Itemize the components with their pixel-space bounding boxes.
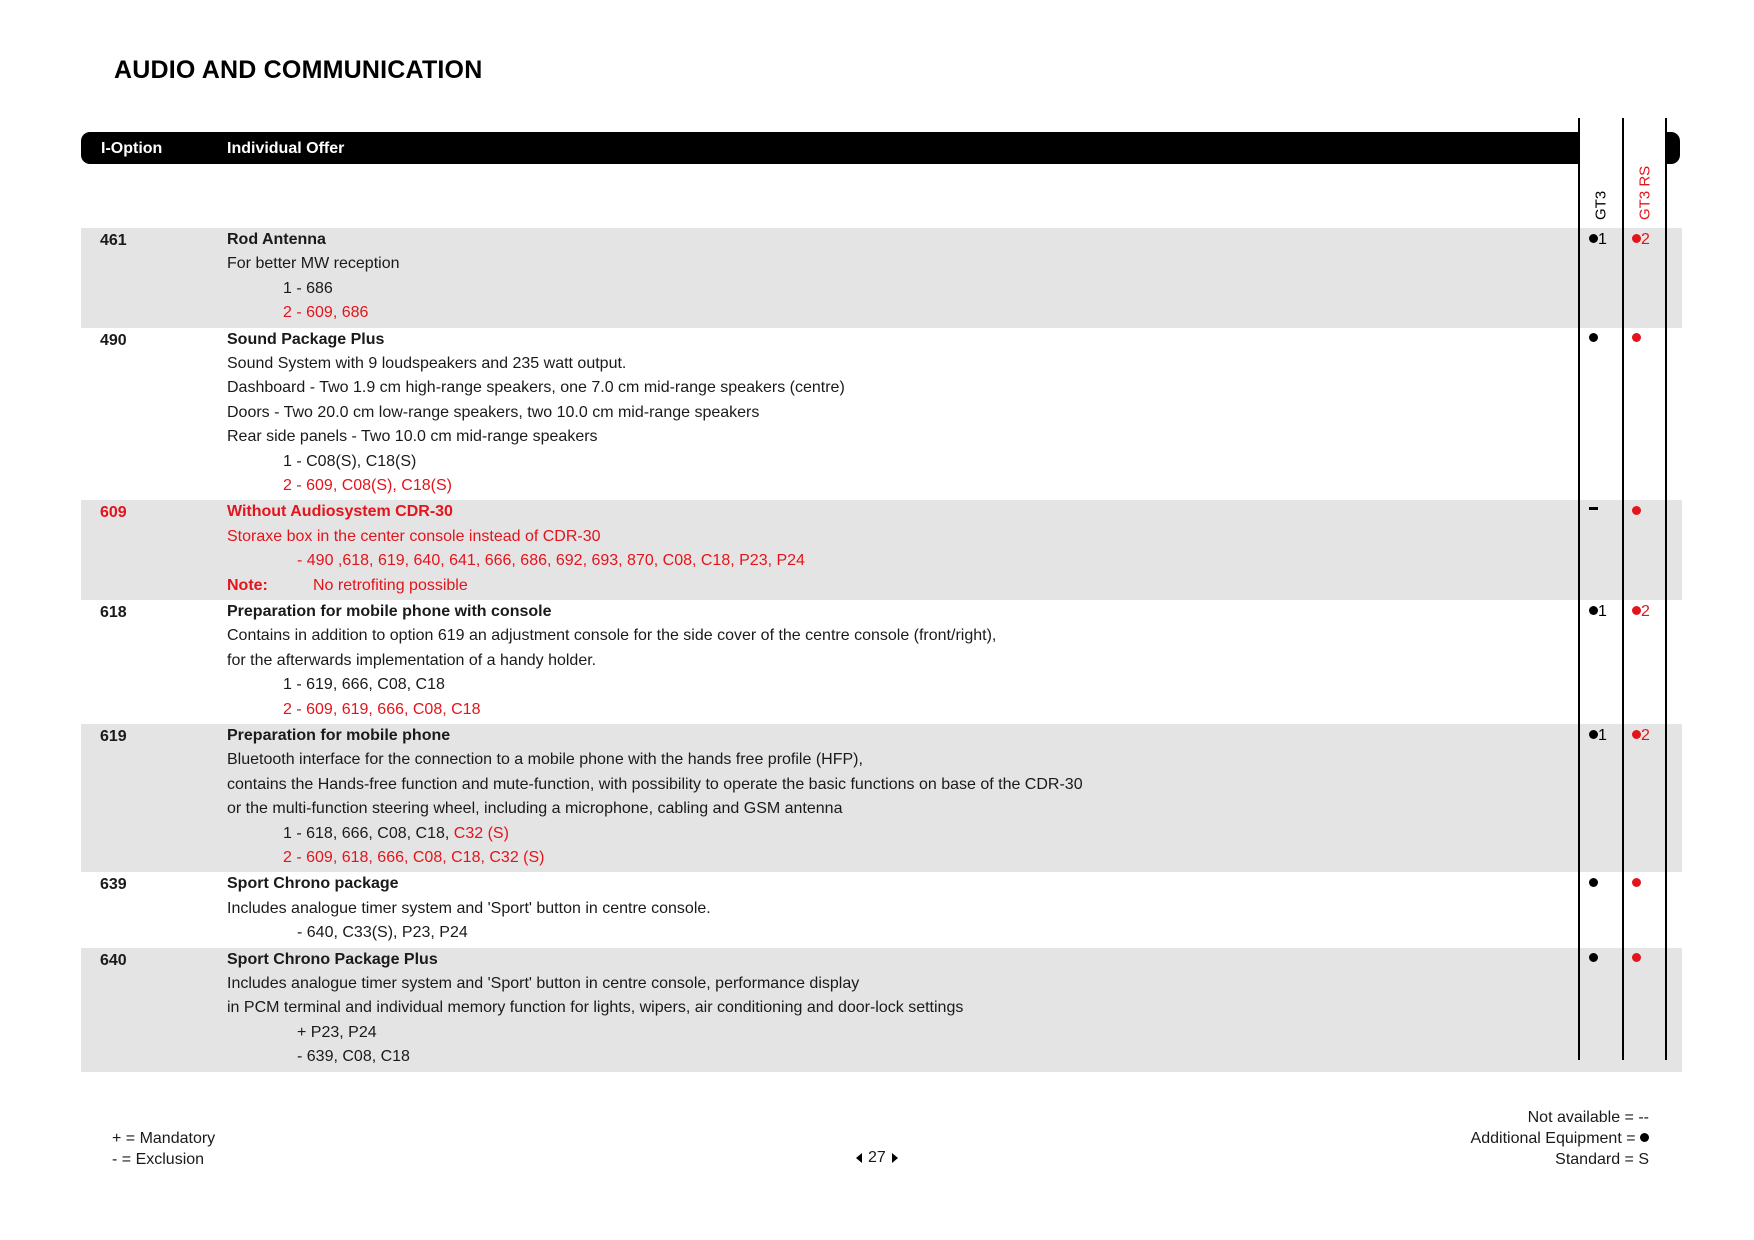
table-row <box>81 724 1682 872</box>
description-line <box>227 376 1567 400</box>
line-text: for the afterwards implementation of a handy holder. <box>227 651 597 669</box>
model-header-gt3rs: GT3 RS <box>1636 165 1654 220</box>
table-header <box>81 132 1680 164</box>
legend-additional: Additional Equipment = <box>1471 1128 1649 1149</box>
bullet-icon <box>1632 333 1641 342</box>
page-navigation <box>856 1149 898 1167</box>
gt3-availability <box>1589 728 1607 744</box>
line-text: Sound Package Plus <box>227 330 385 348</box>
bullet-icon <box>1589 730 1598 739</box>
description-line <box>227 525 1567 549</box>
line-text: Includes analogue timer system and 'Sport' button in centre console, performance display <box>227 974 860 992</box>
line-text: Sport Chrono package <box>227 875 399 893</box>
bullet-icon <box>1589 878 1598 887</box>
legend-standard: Standard = S <box>1555 1151 1649 1168</box>
column-divider <box>1622 118 1624 1060</box>
description-line <box>227 425 1567 449</box>
option-name <box>227 500 1567 524</box>
gt3rs-availability <box>1632 952 1641 968</box>
column-divider <box>1578 118 1580 1060</box>
column-divider <box>1665 118 1667 1060</box>
description-line <box>227 649 1567 673</box>
table-row <box>81 600 1682 724</box>
next-page-icon[interactable] <box>892 1153 898 1163</box>
option-description <box>227 872 1567 945</box>
option-description <box>227 948 1567 1070</box>
description-line <box>227 277 1567 301</box>
description-line <box>227 549 1567 573</box>
header-option: I-Option <box>101 140 163 157</box>
option-code: 461 <box>100 232 127 249</box>
line-text: - 490 ,618, 619, 640, 641, 666, 686, 692, 693, 870, C08, C18, P23, P24 <box>297 552 805 570</box>
line-text-red: C32 (S) <box>453 824 509 842</box>
gt3-availability <box>1589 604 1607 620</box>
line-text: Sound System with 9 loudspeakers and 235 watt output. <box>227 354 627 372</box>
page-title: AUDIO AND COMMUNICATION <box>114 56 483 84</box>
description-line <box>227 673 1567 697</box>
gt3rs-availability <box>1632 332 1641 348</box>
option-code: 640 <box>100 951 127 969</box>
option-description <box>227 228 1567 326</box>
line-text: Bluetooth interface for the connection to a mobile phone with the hands free profile (HFP), <box>227 751 863 769</box>
option-description <box>227 724 1567 870</box>
bullet-icon <box>1589 333 1598 342</box>
description-line <box>227 897 1567 921</box>
bullet-icon <box>1632 878 1641 887</box>
description-line <box>227 624 1567 648</box>
line-text: Includes analogue timer system and 'Sport' button in centre console. <box>227 899 711 917</box>
line-text: 2 - 609, 619, 666, C08, C18 <box>283 700 481 718</box>
bullet-icon <box>1632 730 1641 739</box>
option-name <box>227 228 1567 252</box>
option-code: 618 <box>100 603 127 621</box>
option-name <box>227 328 1567 352</box>
option-description <box>227 500 1567 598</box>
description-line <box>227 301 1567 325</box>
bullet-icon <box>1632 234 1641 243</box>
description-line <box>227 474 1567 498</box>
gt3rs-availability <box>1632 728 1650 744</box>
line-text: For better MW reception <box>227 255 400 273</box>
description-line <box>227 698 1567 722</box>
description-line <box>227 846 1567 870</box>
description-line <box>227 352 1567 376</box>
line-text: Preparation for mobile phone with console <box>227 602 552 620</box>
description-line <box>227 748 1567 772</box>
table-row <box>81 872 1682 947</box>
description-line <box>227 797 1567 821</box>
line-text: 2 - 609, 618, 666, C08, C18, C32 (S) <box>283 848 545 866</box>
option-description <box>227 600 1567 722</box>
line-text: Without Audiosystem CDR-30 <box>227 503 453 521</box>
bullet-icon <box>1632 506 1641 515</box>
bullet-icon <box>1632 606 1641 615</box>
note-text: No retrofiting possible <box>313 576 468 594</box>
gt3rs-availability <box>1632 604 1650 620</box>
table-row <box>81 500 1682 600</box>
line-text: 1 - 686 <box>283 279 333 297</box>
gt3rs-availability <box>1632 504 1641 520</box>
page-number: 27 <box>868 1149 886 1166</box>
line-text: 1 - C08(S), C18(S) <box>283 452 417 470</box>
table-row <box>81 228 1682 328</box>
line-text: 1 - 619, 666, C08, C18 <box>283 676 445 694</box>
line-text: Rear side panels - Two 10.0 cm mid-range speakers <box>227 428 598 446</box>
prev-page-icon[interactable] <box>856 1153 862 1163</box>
footnote-number: 1 <box>1598 726 1607 744</box>
line-text: - 639, C08, C18 <box>297 1048 410 1066</box>
gt3-availability <box>1589 332 1598 348</box>
legend-not-available: Not available = -- <box>1527 1109 1649 1126</box>
option-code: 619 <box>100 727 127 745</box>
header-offer: Individual Offer <box>227 140 345 157</box>
option-name <box>227 724 1567 748</box>
line-text: 1 - 618, 666, C08, C18, <box>283 824 454 842</box>
option-description <box>227 328 1567 499</box>
legend-left <box>112 1128 215 1170</box>
description-line <box>227 822 1567 846</box>
option-name <box>227 600 1567 624</box>
description-line <box>227 773 1567 797</box>
line-text: Doors - Two 20.0 cm low-range speakers, two 10.0 cm mid-range speakers <box>227 403 760 421</box>
footnote-number: 1 <box>1598 602 1607 620</box>
table-row <box>81 948 1682 1072</box>
description-line <box>227 972 1567 996</box>
line-text: Dashboard - Two 1.9 cm high-range speakers, one 7.0 cm mid-range speakers (centre) <box>227 379 845 397</box>
line-text: or the multi-function steering wheel, including a microphone, cabling and GSM antenna <box>227 800 843 818</box>
description-line <box>227 450 1567 474</box>
gt3-availability <box>1589 952 1598 968</box>
footnote-number: 1 <box>1598 231 1607 248</box>
line-text: - 640, C33(S), P23, P24 <box>297 924 468 942</box>
line-text: Storaxe box in the center console instead of CDR-30 <box>227 527 601 545</box>
bullet-icon <box>1589 606 1598 615</box>
line-text: + P23, P24 <box>297 1023 377 1041</box>
description-line <box>227 1021 1567 1045</box>
line-text: in PCM terminal and individual memory function for lights, wipers, air conditioning and door-lock settings <box>227 999 964 1017</box>
line-text: contains the Hands-free function and mute-function, with possibility to operate the basic functions on base of the CDR-30 <box>227 775 1083 793</box>
gt3rs-availability <box>1632 876 1641 892</box>
line-text: Sport Chrono Package Plus <box>227 950 438 968</box>
legend-exclusion: - = Exclusion <box>112 1151 205 1168</box>
description-line <box>227 921 1567 945</box>
option-code: 609 <box>100 504 127 522</box>
line-text: Contains in addition to option 619 an adjustment console for the side cover of the centre console (front/right), <box>227 627 997 645</box>
description-line <box>227 574 1567 598</box>
model-header-gt3: GT3 <box>1592 190 1610 220</box>
option-name <box>227 872 1567 896</box>
description-line <box>227 1045 1567 1069</box>
gt3rs-availability <box>1632 232 1650 248</box>
gt3-availability <box>1589 232 1607 248</box>
bullet-icon <box>1589 234 1598 243</box>
description-line <box>227 252 1567 276</box>
description-line <box>227 401 1567 425</box>
dash-icon <box>1589 507 1598 510</box>
option-code: 490 <box>100 331 127 349</box>
note-label: Note: <box>227 576 268 594</box>
option-name <box>227 948 1567 972</box>
footnote-number: 2 <box>1641 602 1650 620</box>
option-code: 639 <box>100 876 127 894</box>
table-row <box>81 328 1682 501</box>
footnote-number: 2 <box>1641 231 1650 248</box>
line-text: 2 - 609, 686 <box>283 304 369 322</box>
option-table <box>81 228 1682 1072</box>
line-text: Preparation for mobile phone <box>227 726 451 744</box>
gt3-availability <box>1589 504 1598 520</box>
line-text: 2 - 609, C08(S), C18(S) <box>283 476 452 494</box>
legend-mandatory: + = Mandatory <box>112 1130 216 1147</box>
bullet-icon <box>1632 953 1641 962</box>
legend-right <box>1471 1107 1649 1170</box>
line-text: Rod Antenna <box>227 231 326 248</box>
gt3-availability <box>1589 876 1598 892</box>
footnote-number: 2 <box>1641 726 1650 744</box>
description-line <box>227 996 1567 1020</box>
bullet-icon <box>1640 1133 1649 1142</box>
bullet-icon <box>1589 953 1598 962</box>
